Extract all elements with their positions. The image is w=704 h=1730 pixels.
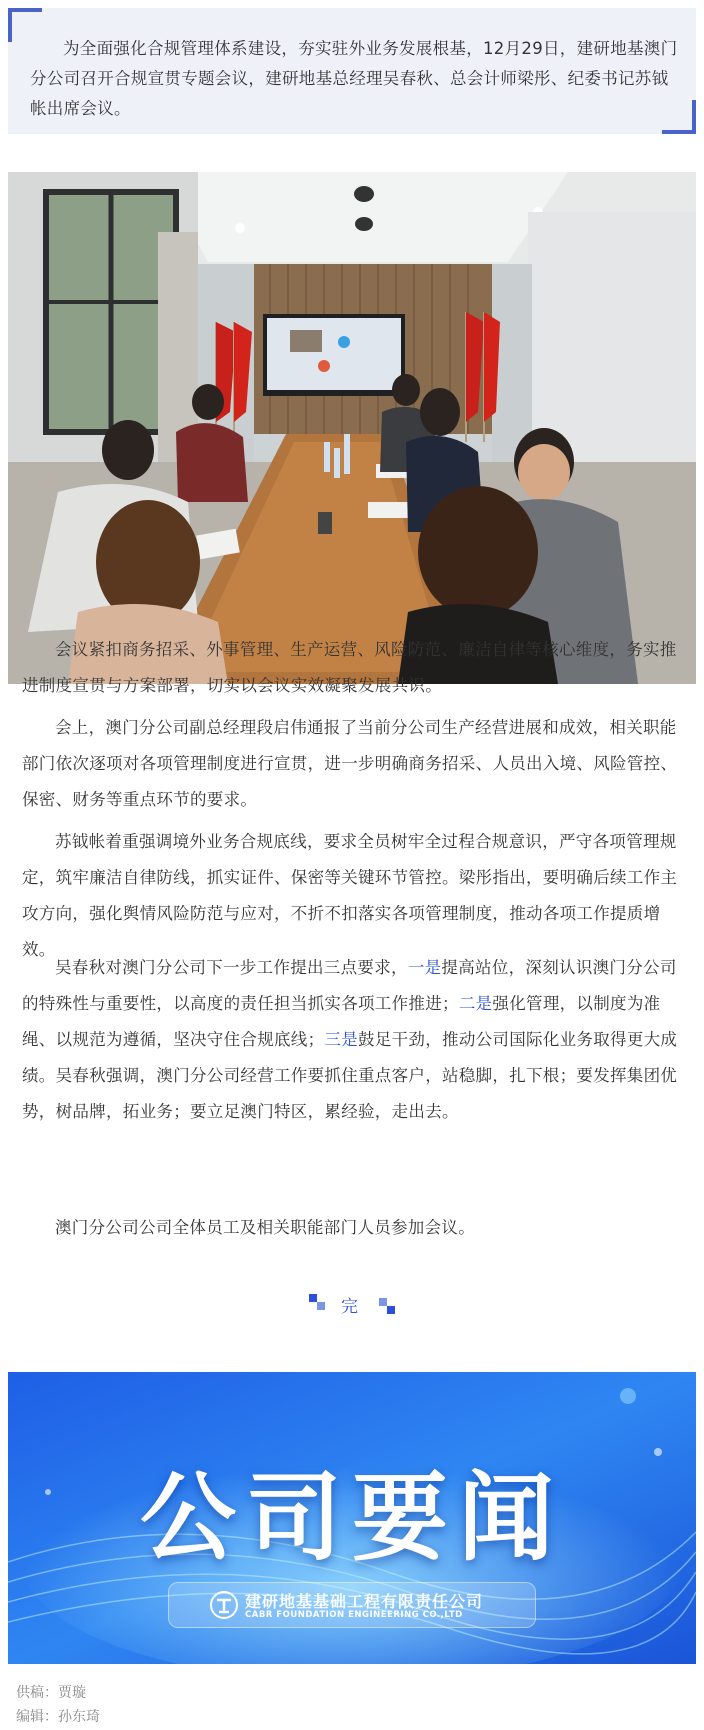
banner-title: 公司要闻 xyxy=(140,1462,564,1574)
meeting-room-photo xyxy=(8,172,696,684)
p4-point-three: 三是 xyxy=(324,1030,359,1049)
intro-box xyxy=(8,8,696,134)
paragraph-3: 苏钺帐着重强调境外业务合规底线，要求全员树牢全过程合规意识，严守各项管理规定，筑牢廉洁自律防线，抓实证件、保密等关键环节管控。梁彤指出，要明确后续工作主攻方向，强化舆情风险防范与应对，不折不扣落实各项管理制度，推动各项工作提质增效。 xyxy=(22,832,678,959)
end-mark xyxy=(305,1290,399,1318)
paragraph-2: 会上，澳门分公司副总经理段启伟通报了当前分公司生产经营进展和成效，相关职能部门依次逐项对各项管理制度进行宣贯，进一步明确商务招采、人员出入境、风险管控、保密、财务等重点环节的要求。 xyxy=(22,718,678,809)
paragraph-4 xyxy=(22,950,682,1130)
p4-text-g: 鼓足干劲，推动公司国际化业务取得更大成绩。吴春秋强调，澳门分公司经营工作要抓住重点客户，站稳脚，扎下根；要发挥集团优势，树品牌，拓业务；要立足澳门特区，累经验，走出去。 xyxy=(22,1030,678,1121)
company-name-cn: 建研地基基础工程有限责任公司 xyxy=(245,1592,484,1611)
paragraph-5: 澳门分公司公司全体员工及相关职能部门人员参加会议。 xyxy=(55,1218,475,1237)
p4-text-c: 提高站位，深刻认识澳门分公司的特殊性与重要性，以高度的责任担当抓实各项工作推进； xyxy=(22,958,677,1013)
company-news-banner xyxy=(8,1372,696,1664)
paragraph-1: 会议紧扣商务招采、外事管理、生产运营、风险防范、廉洁自律等核心维度，务实推进制度宣贯与方案部署，切实以会议实效凝聚发展共识。 xyxy=(22,640,677,695)
p4-point-one: 一是 xyxy=(407,958,442,977)
p4-point-two: 二是 xyxy=(458,994,493,1013)
credit-contributor: 供稿：贾璇 xyxy=(16,1685,86,1701)
p4-text-e: 强化管理，以制度为准绳、以规范为遵循，坚决守住合规底线； xyxy=(22,994,661,1049)
credit-editor: 编辑：孙东琦 xyxy=(16,1709,100,1725)
end-text: 完 xyxy=(341,1297,358,1317)
company-badge xyxy=(168,1582,536,1628)
company-logo-icon xyxy=(209,1590,239,1620)
company-name-en: CABR FOUNDATION ENGINEERING CO.,LTD xyxy=(245,1610,463,1620)
intro-text: 为全面强化合规管理体系建设，夯实驻外业务发展根基，12月29日，建研地基澳门分公司召开合规宣贯专题会议，建研地基总经理吴春秋、总会计师梁彤、纪委书记苏钺帐出席会议。 xyxy=(30,39,678,118)
p4-text-a: 吴春秋对澳门分公司下一步工作提出三点要求， xyxy=(55,958,408,977)
